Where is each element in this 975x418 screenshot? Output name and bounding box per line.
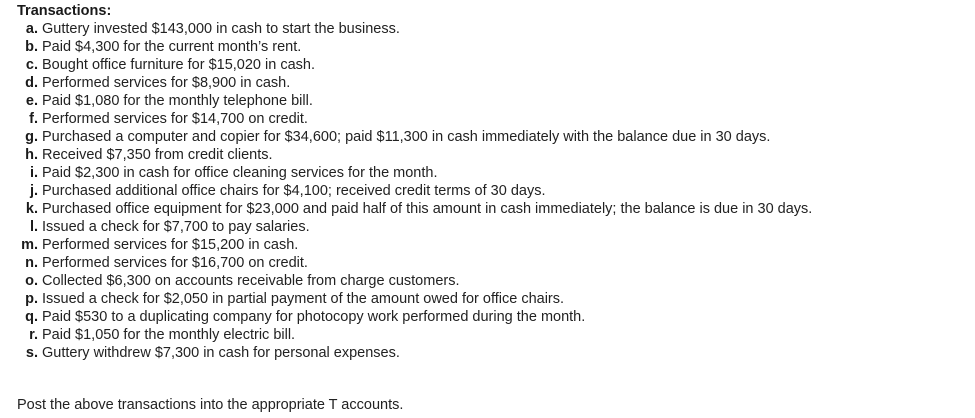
transaction-text: Issued a check for $2,050 in partial payment of the amount owed for office chairs. [42, 291, 565, 307]
transaction-letter: c. [25, 57, 38, 73]
transaction-item-m [0, 236, 975, 254]
transaction-letter: n. [25, 255, 38, 271]
transaction-letter: q. [25, 309, 38, 325]
transaction-item-l [0, 218, 975, 236]
transaction-item-o [0, 272, 975, 290]
transactions-heading: Transactions: [17, 3, 112, 19]
transaction-letter: i. [29, 165, 38, 181]
transaction-text: Paid $530 to a duplicating company for photocopy work performed during the month. [42, 309, 586, 325]
transaction-letter: j. [29, 183, 38, 199]
transaction-text: Paid $2,300 in cash for office cleaning services for the month. [42, 165, 438, 181]
transaction-text: Performed services for $15,200 in cash. [42, 237, 299, 253]
transaction-item-k [0, 200, 975, 218]
transaction-item-a [0, 20, 975, 38]
transaction-text: Purchased additional office chairs for $4,100; received credit terms of 30 days. [42, 183, 546, 199]
transaction-item-s [0, 344, 975, 362]
transaction-item-c [0, 56, 975, 74]
transaction-text: Performed services for $8,900 in cash. [42, 75, 291, 91]
transaction-letter: o. [25, 273, 38, 289]
transaction-item-q [0, 308, 975, 326]
transaction-text: Guttery withdrew $7,300 in cash for personal expenses. [42, 345, 400, 361]
transaction-letter: e. [25, 93, 38, 109]
transaction-item-d [0, 74, 975, 92]
transaction-list [0, 20, 975, 362]
transaction-letter: k. [25, 201, 38, 217]
transaction-text: Guttery invested $143,000 in cash to start the business. [42, 21, 400, 37]
transaction-text: Performed services for $16,700 on credit. [42, 255, 308, 271]
instruction-text: Post the above transactions into the appropriate T accounts. [17, 397, 404, 413]
transaction-item-f [0, 110, 975, 128]
transaction-text: Collected $6,300 on accounts receivable from charge customers. [42, 273, 460, 289]
transaction-letter: f. [29, 111, 38, 127]
transaction-text: Performed services for $14,700 on credit. [42, 111, 308, 127]
transaction-letter: p. [25, 291, 38, 307]
transaction-letter: l. [29, 219, 38, 235]
transaction-text: Received $7,350 from credit clients. [42, 147, 273, 163]
transaction-item-g [0, 128, 975, 146]
transaction-letter: r. [29, 327, 38, 343]
transaction-letter: s. [25, 345, 38, 361]
transaction-letter: a. [25, 21, 38, 37]
transaction-item-r [0, 326, 975, 344]
transaction-item-j [0, 182, 975, 200]
transaction-text: Paid $1,080 for the monthly telephone bill. [42, 93, 313, 109]
transaction-item-b [0, 38, 975, 56]
transaction-item-p [0, 290, 975, 308]
transaction-text: Issued a check for $7,700 to pay salaries. [42, 219, 310, 235]
transaction-item-n [0, 254, 975, 272]
transaction-letter: d. [25, 75, 38, 91]
transaction-text: Paid $4,300 for the current month’s rent. [42, 39, 302, 55]
transaction-letter: h. [25, 147, 38, 163]
transaction-letter: g. [25, 129, 38, 145]
transaction-text: Paid $1,050 for the monthly electric bill. [42, 327, 296, 343]
transaction-text: Purchased a computer and copier for $34,600; paid $11,300 in cash immediately with the balance due in 30 days. [42, 129, 771, 145]
transaction-text: Purchased office equipment for $23,000 and paid half of this amount in cash immediately; the balance is due in 30 days. [42, 201, 813, 217]
transaction-letter: b. [25, 39, 38, 55]
transaction-item-e [0, 92, 975, 110]
transaction-letter: m. [21, 237, 38, 253]
transaction-item-i [0, 164, 975, 182]
transaction-text: Bought office furniture for $15,020 in cash. [42, 57, 315, 73]
transaction-item-h [0, 146, 975, 164]
